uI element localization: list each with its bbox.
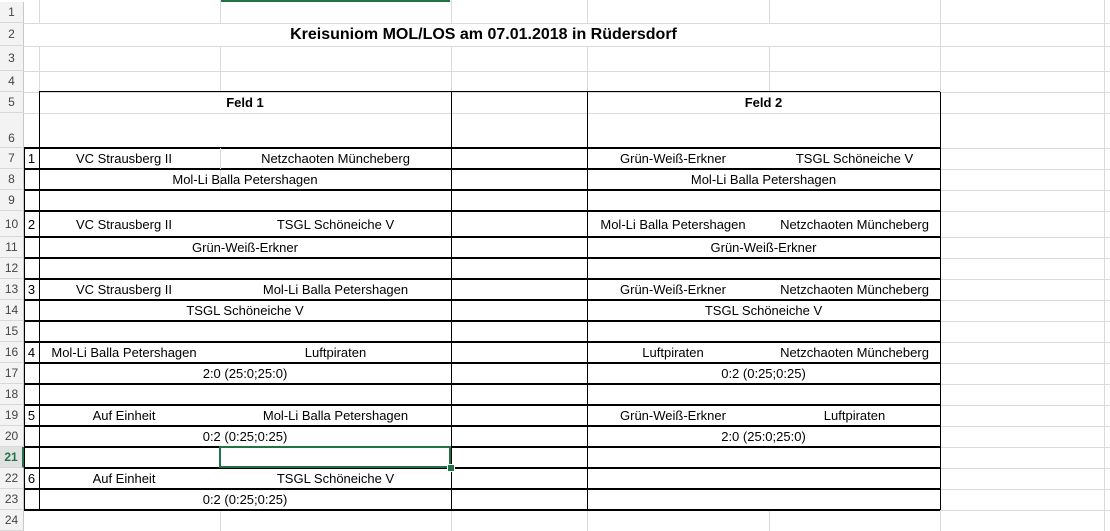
field2-result[interactable]: 2:0 (25:0;25:0) bbox=[721, 429, 806, 444]
field1-referee[interactable]: Mol-Li Balla Petershagen bbox=[172, 172, 318, 187]
field1-team-b[interactable]: TSGL Schöneiche V bbox=[276, 471, 395, 486]
row-header[interactable]: 1 bbox=[0, 2, 24, 23]
gridline bbox=[940, 211, 1110, 212]
field2-result[interactable]: 0:2 (0:25;0:25) bbox=[721, 366, 806, 381]
field1-referee[interactable]: TSGL Schöneiche V bbox=[186, 303, 304, 318]
gridline bbox=[220, 0, 221, 23]
field1-team-b[interactable]: TSGL Schöneiche V bbox=[276, 216, 395, 232]
row-header[interactable]: 4 bbox=[0, 71, 24, 92]
field1-team-a[interactable]: Auf Einheit bbox=[92, 471, 156, 486]
gridline bbox=[220, 148, 221, 169]
gridline bbox=[1104, 0, 1105, 531]
row-header[interactable]: 7 bbox=[0, 148, 24, 169]
gridline bbox=[769, 46, 770, 92]
field2-team-b[interactable]: Netzchaoten Müncheberg bbox=[780, 216, 929, 232]
gridline bbox=[940, 468, 1110, 469]
field1-result[interactable]: 0:2 (0:25;0:25) bbox=[202, 429, 288, 444]
field1-result[interactable]: 2:0 (25:0;25:0) bbox=[202, 366, 288, 381]
field2-team-a[interactable]: Grün-Weiß-Erkner bbox=[620, 408, 726, 423]
field2-team-b[interactable]: TSGL Schöneiche V bbox=[795, 151, 914, 166]
gridline bbox=[39, 0, 40, 23]
gridline bbox=[940, 300, 1110, 301]
row-header[interactable]: 23 bbox=[0, 489, 24, 510]
field1-team-a[interactable]: VC Strausberg II bbox=[75, 151, 173, 166]
field1-team-b[interactable]: Mol-Li Balla Petershagen bbox=[262, 408, 409, 423]
gridline bbox=[940, 363, 1110, 364]
row-header[interactable]: 8 bbox=[0, 169, 24, 190]
field-1-header[interactable]: Feld 1 bbox=[226, 95, 264, 110]
field1-team-a[interactable]: VC Strausberg II bbox=[75, 282, 173, 297]
field1-team-b[interactable]: Netzchaoten Müncheberg bbox=[261, 151, 410, 166]
gridline bbox=[940, 405, 1110, 406]
gridline bbox=[769, 0, 770, 23]
gridline bbox=[940, 0, 941, 92]
field1-team-b[interactable]: Luftpiraten bbox=[304, 345, 367, 360]
sheet-title[interactable]: Kreisuniom MOL/LOS am 07.01.2018 in Rüdersdorf bbox=[290, 25, 677, 43]
gridline bbox=[587, 0, 588, 23]
row-header-active[interactable]: 21 bbox=[0, 447, 24, 468]
field2-team-b[interactable]: Luftpiraten bbox=[823, 408, 886, 423]
game-number[interactable]: 2 bbox=[27, 216, 36, 232]
field2-referee[interactable]: Grün-Weiß-Erkner bbox=[710, 240, 817, 255]
gridline bbox=[940, 384, 1110, 385]
field2-team-b[interactable]: Netzchaoten Müncheberg bbox=[780, 282, 929, 297]
row-header[interactable]: 18 bbox=[0, 384, 24, 405]
field1-team-a[interactable]: Mol-Li Balla Petershagen bbox=[51, 345, 197, 360]
gridline bbox=[24, 46, 1110, 47]
row-header[interactable]: 15 bbox=[0, 321, 24, 342]
field2-referee[interactable]: Mol-Li Balla Petershagen bbox=[690, 172, 837, 187]
gridline bbox=[940, 321, 1110, 322]
gridline bbox=[769, 510, 770, 531]
row-header[interactable]: 12 bbox=[0, 258, 24, 279]
gridline bbox=[220, 510, 221, 531]
row-header[interactable]: 22 bbox=[0, 468, 24, 489]
field2-referee[interactable]: TSGL Schöneiche V bbox=[704, 303, 823, 318]
row-header[interactable]: 24 bbox=[0, 510, 24, 531]
game-number[interactable]: 4 bbox=[27, 345, 36, 360]
field-2-header[interactable]: Feld 2 bbox=[744, 95, 783, 110]
row-header[interactable]: 20 bbox=[0, 426, 24, 447]
row-header[interactable]: 14 bbox=[0, 300, 24, 321]
gridline bbox=[940, 237, 1110, 238]
table-border bbox=[940, 92, 941, 510]
game-number[interactable]: 1 bbox=[27, 151, 36, 166]
row-header[interactable]: 5 bbox=[0, 92, 24, 113]
row-header[interactable]: 16 bbox=[0, 342, 24, 363]
row-header[interactable]: 3 bbox=[0, 46, 24, 71]
gridline bbox=[39, 46, 40, 92]
row-header[interactable]: 2 bbox=[0, 23, 24, 46]
row-header[interactable]: 17 bbox=[0, 363, 24, 384]
game-number[interactable]: 6 bbox=[27, 471, 36, 486]
table-border bbox=[451, 113, 452, 148]
row-header[interactable]: 6 bbox=[0, 113, 24, 148]
gridline bbox=[940, 258, 1110, 259]
gridline bbox=[587, 46, 588, 92]
game-number[interactable]: 5 bbox=[27, 408, 36, 423]
field2-team-a[interactable]: Grün-Weiß-Erkner bbox=[620, 151, 726, 166]
game-number[interactable]: 3 bbox=[27, 282, 36, 297]
row-header[interactable]: 11 bbox=[0, 237, 24, 258]
field1-referee[interactable]: Grün-Weiß-Erkner bbox=[192, 240, 298, 255]
gridline bbox=[451, 510, 452, 531]
gridline bbox=[940, 148, 1110, 149]
fill-handle[interactable] bbox=[447, 464, 455, 472]
field1-team-b[interactable]: Mol-Li Balla Petershagen bbox=[262, 282, 409, 297]
field1-result[interactable]: 0:2 (0:25;0:25) bbox=[202, 492, 288, 507]
selected-column-indicator bbox=[220, 0, 450, 2]
gridline bbox=[940, 279, 1110, 280]
gridline bbox=[587, 510, 588, 531]
gridline bbox=[451, 0, 452, 23]
gridline bbox=[220, 46, 221, 92]
row-header[interactable]: 9 bbox=[0, 190, 24, 211]
gridline bbox=[24, 113, 1110, 114]
gridline bbox=[940, 447, 1110, 448]
field2-team-b[interactable]: Netzchaoten Müncheberg bbox=[780, 345, 929, 360]
table-border bbox=[24, 148, 25, 510]
gridline bbox=[24, 71, 1110, 72]
row-header[interactable]: 19 bbox=[0, 405, 24, 426]
field2-team-a[interactable]: Grün-Weiß-Erkner bbox=[620, 282, 726, 297]
selected-cell[interactable] bbox=[219, 446, 451, 468]
gridline bbox=[940, 426, 1110, 427]
field1-team-a[interactable]: VC Strausberg II bbox=[75, 216, 173, 232]
gridline bbox=[940, 190, 1110, 191]
row-header[interactable]: 10 bbox=[0, 211, 24, 237]
row-header[interactable]: 13 bbox=[0, 279, 24, 300]
gridline bbox=[940, 169, 1110, 170]
gridline bbox=[940, 342, 1110, 343]
gridline bbox=[940, 510, 941, 531]
field1-team-a[interactable]: Auf Einheit bbox=[92, 408, 156, 423]
field2-team-a[interactable]: Luftpiraten bbox=[642, 345, 704, 360]
gridline bbox=[451, 46, 452, 92]
gridline bbox=[940, 489, 1110, 490]
field2-team-a[interactable]: Mol-Li Balla Petershagen bbox=[600, 216, 746, 232]
